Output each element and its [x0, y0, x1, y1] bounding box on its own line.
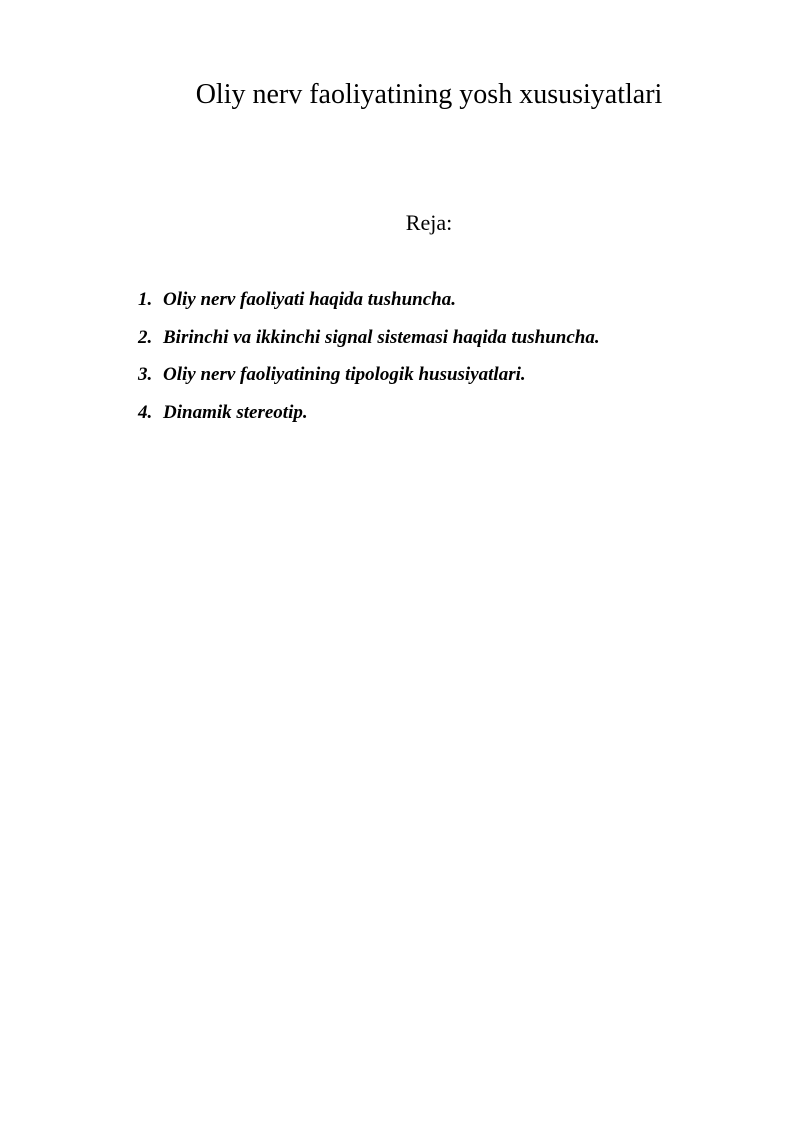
plan-item: [138, 362, 758, 400]
plan-item-text: Dinamik stereotip.: [163, 401, 308, 423]
plan-list: [138, 287, 758, 437]
plan-item: [138, 325, 758, 363]
page-title: Oliy nerv faoliyatining yosh xususiyatlari: [195, 79, 663, 110]
plan-item: [138, 400, 758, 438]
plan-item-text: Oliy nerv faoliyatining tipologik hususiyatlari.: [163, 364, 526, 385]
plan-item-number: 1.: [138, 289, 153, 310]
plan-item-number: 2.: [138, 326, 153, 348]
plan-item-text: Oliy nerv faoliyati haqida tushuncha.: [163, 289, 456, 310]
plan-item-number: 4.: [138, 401, 153, 423]
plan-item-number: 3.: [138, 364, 153, 385]
plan-item-text: Birinchi va ikkinchi signal sistemasi haqida tushuncha.: [163, 326, 600, 348]
plan-heading: Reja:: [405, 210, 453, 235]
plan-item: [138, 287, 758, 325]
